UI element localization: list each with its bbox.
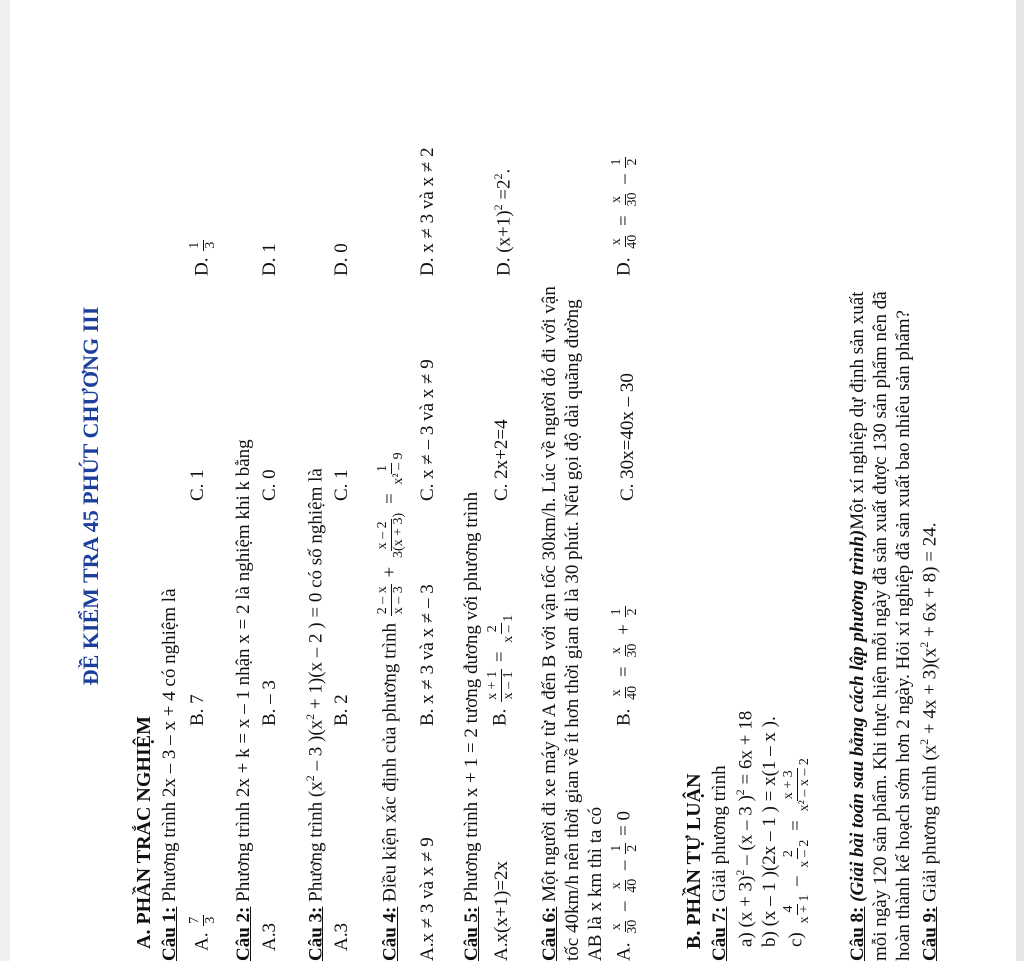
question-5-options (486, 31, 522, 961)
q4-fraction-1: 2 – x x – 3 (375, 586, 406, 615)
q2-option-a[interactable]: A.3 (259, 923, 280, 951)
q1-option-b[interactable]: B. 7 (187, 694, 208, 726)
question-7-part-a (734, 711, 755, 947)
question-6-options (610, 31, 650, 961)
q6-a-operator-2: – (613, 860, 635, 871)
question-7-text: Giải phương trình (709, 765, 730, 902)
q6-option-c[interactable]: C. 30x=40x – 30 (617, 373, 638, 501)
q7-c-fraction-1: 4 x + 1 (781, 894, 812, 924)
q6-d-fraction-3: 1 2 (609, 158, 640, 166)
question-8-line-2: mỗi ngày 120 sản phẩm. Khi thực hiện mỗi ngày đã sản xuất được 130 sản phẩm nên đã (870, 291, 891, 961)
q7-a-exponent-2: 2 (733, 789, 747, 796)
question-3-text-part1: Phương trình (x (305, 781, 327, 902)
q6-b-operator-2: + (613, 624, 635, 635)
q6-d-fraction-1: x 40 (609, 234, 640, 249)
question-3-text-part2: – 3 )(x (305, 719, 327, 776)
question-9-text-1: Giải phương trình (x (919, 744, 941, 902)
q4-option-c[interactable]: C. x ≠ – 3 và x ≠ 9 (417, 359, 438, 501)
q7-c-fraction-3: x + 3 x² – x – 2 (781, 758, 812, 812)
question-7 (710, 765, 729, 961)
question-1 (160, 588, 179, 961)
question-3-options (332, 31, 356, 961)
question-2-label: Câu 2: (233, 906, 254, 961)
question-3 (304, 468, 325, 961)
q5-option-b-fraction-2: 2 x – 1 (485, 614, 516, 643)
question-9-text-2: + 4x + 3)(x (919, 647, 941, 739)
question-4 (376, 448, 406, 961)
q1-option-a-label: A. (191, 932, 213, 951)
page-left-edge (0, 0, 10, 961)
question-8-line-3: hoàn thành kế hoạch sớm hơn 2 ngày. Hỏi xí nghiệp đã sản xuất bao nhiêu sản phẩm? (893, 310, 914, 961)
question-8-label: Câu 8: (847, 906, 868, 961)
q6-d-operator-2: – (613, 174, 635, 184)
question-4-text: Điều kiện xác định của phương trình (379, 622, 401, 902)
q2-option-d[interactable]: D. 1 (259, 243, 280, 276)
q5-option-c[interactable]: C. 2x+2=4 (491, 419, 512, 501)
q5-option-d-text-1: D. (x+1) (493, 210, 515, 276)
question-3-exponent-2: 2 (303, 713, 317, 720)
q6-d-fraction-2: x 30 (609, 192, 640, 207)
q7-a-text-3: = 6x + 18 (735, 710, 757, 790)
q6-option-d[interactable] (610, 155, 640, 276)
q6-option-b[interactable] (610, 604, 640, 726)
q1-option-d-label: D. (191, 257, 213, 276)
q5-option-d-exponent-2: 2 (491, 173, 505, 180)
q6-a-operator-1: – (613, 901, 635, 912)
question-7-part-b: b) (x – 1 )(2x – 1 ) = x(1 – x ). (759, 716, 780, 947)
question-4-label: Câu 4: (379, 906, 401, 961)
q4-fraction-3: 1 x² – 9 (375, 452, 406, 485)
q3-option-b[interactable]: B. 2 (331, 694, 352, 726)
q5-option-d-text-3: . (493, 168, 515, 174)
q7-c-operator-1: – (785, 876, 807, 886)
q6-option-b-label: B. (613, 708, 635, 726)
q7-a-exponent-1: 2 (733, 869, 747, 876)
question-2-options (260, 31, 284, 961)
q7-a-text-2: – (x – 3 ) (735, 795, 757, 870)
exam-page (70, 31, 1010, 961)
question-9-exponent-1: 2 (917, 738, 931, 745)
q1-option-a-fraction: 7 3 (187, 916, 218, 924)
q5-option-d[interactable] (492, 169, 513, 276)
q4-fraction-2: x – 2 3(x + 3) (375, 512, 406, 559)
question-6-line-1 (540, 286, 559, 961)
q1-option-d[interactable] (188, 238, 218, 276)
question-6-label: Câu 6: (539, 906, 560, 961)
question-7-part-c (782, 754, 822, 947)
question-5 (462, 492, 481, 961)
q6-d-operator-1: = (613, 215, 635, 227)
page-title: ĐỀ KIỂM TRA 45 PHÚT CHƯƠNG III (78, 306, 103, 686)
q7-c-fraction-2: 2 x – 2 (781, 839, 812, 868)
q5-option-a[interactable]: A.x(x+1)=2x (491, 860, 512, 961)
question-5-text: Phương trình x + 1 = 2 tương đương với phương trình (461, 491, 482, 902)
question-3-label: Câu 3: (305, 906, 327, 961)
question-9-label: Câu 9: (919, 906, 941, 961)
q6-b-fraction-1: x 40 (609, 685, 640, 700)
q6-b-fraction-3: 1 2 (609, 608, 640, 616)
q6-b-fraction-2: x 30 (609, 643, 640, 658)
q4-option-d[interactable]: D. x ≠ 3 và x ≠ 2 (417, 147, 438, 276)
q4-equals-sign: = (379, 493, 401, 505)
q6-option-a-label: A. (613, 942, 635, 961)
question-7-label: Câu 7: (709, 906, 730, 961)
question-2-text: Phương trình 2x + k = x – 1 nhận x = 2 là nghiệm khi k bằng (233, 439, 254, 902)
q5-option-b-equals: = (489, 651, 511, 663)
question-3-text-part3: + 1)(x – 2 ) = 0 có số nghiệm là (305, 468, 327, 714)
q5-option-b[interactable] (486, 611, 516, 726)
q7-a-text-1: a) (x + 3) (735, 875, 757, 947)
section-a-heading: A. PHẦN TRẮC NGHIỆM (133, 716, 155, 949)
question-2 (234, 439, 253, 961)
question-6-line-3: AB là x km thì ta có (585, 806, 606, 961)
q1-option-d-fraction: 1 3 (187, 241, 218, 249)
q2-option-c[interactable]: C. 0 (259, 469, 280, 501)
q6-option-d-label: D. (613, 257, 635, 276)
q6-option-a[interactable] (610, 811, 640, 961)
q6-b-operator-1: = (613, 666, 635, 678)
q3-option-a[interactable]: A.3 (331, 923, 352, 951)
question-4-options (418, 31, 442, 961)
question-6-text-1: Một người đi xe máy từ A đến B với vận tốc 30km/h. Lúc về người đó đi với vận (539, 286, 560, 902)
q6-a-fraction-3: 1 2 (609, 844, 640, 852)
question-5-label: Câu 5: (461, 906, 482, 961)
question-1-text: Phương trình 2x – 3 – x + 4 có nghiệm là (159, 588, 180, 902)
q7-c-operator-2: = (785, 820, 807, 831)
q3-option-d[interactable]: D. 0 (331, 243, 352, 276)
q4-option-b[interactable]: B. x ≠ 3 và x ≠ – 3 (417, 584, 438, 726)
q7-c-label: c) (785, 932, 807, 947)
page-right-edge (1016, 0, 1024, 961)
question-1-options (188, 31, 218, 961)
question-3-exponent-1: 2 (303, 775, 317, 782)
q3-option-c[interactable]: C. 1 (331, 469, 352, 501)
q1-option-a[interactable] (188, 913, 218, 951)
q5-option-b-label: B. (489, 708, 511, 726)
q5-option-b-fraction-1: x + 1 x – 1 (485, 670, 516, 700)
q2-option-b[interactable]: B. – 3 (259, 680, 280, 726)
q6-a-fraction-1: x 30 (609, 919, 640, 934)
question-8-text-1: Một xí nghiệp dự định sản xuất (847, 291, 868, 530)
section-b-heading: B. PHẦN TỰ LUẬN (683, 773, 705, 949)
question-6-line-2: tốc 40km/h nên thời gian về ít hơn thời gian đi là 30 phút. Nếu gọi độ dài quãng đường (562, 299, 583, 961)
q6-a-fraction-2: x 40 (609, 878, 640, 893)
question-9-text-3: + 6x + 8) = 24. (919, 522, 941, 642)
q5-option-d-exponent-1: 2 (491, 204, 505, 211)
q1-option-c[interactable]: C. 1 (187, 469, 208, 501)
question-8-title: (Giải bài toán sau bằng cách lập phương trình) (847, 529, 868, 902)
q4-plus-sign: + (379, 566, 401, 578)
question-8-line-1 (848, 291, 867, 961)
q4-option-a[interactable]: A.x ≠ 3 và x ≠ 9 (417, 837, 438, 961)
question-1-label: Câu 1: (159, 906, 180, 961)
question-9 (918, 523, 939, 961)
q5-option-d-text-2: =2 (493, 179, 515, 205)
question-9-exponent-2: 2 (917, 641, 931, 648)
q6-a-tail: = 0 (613, 811, 635, 837)
